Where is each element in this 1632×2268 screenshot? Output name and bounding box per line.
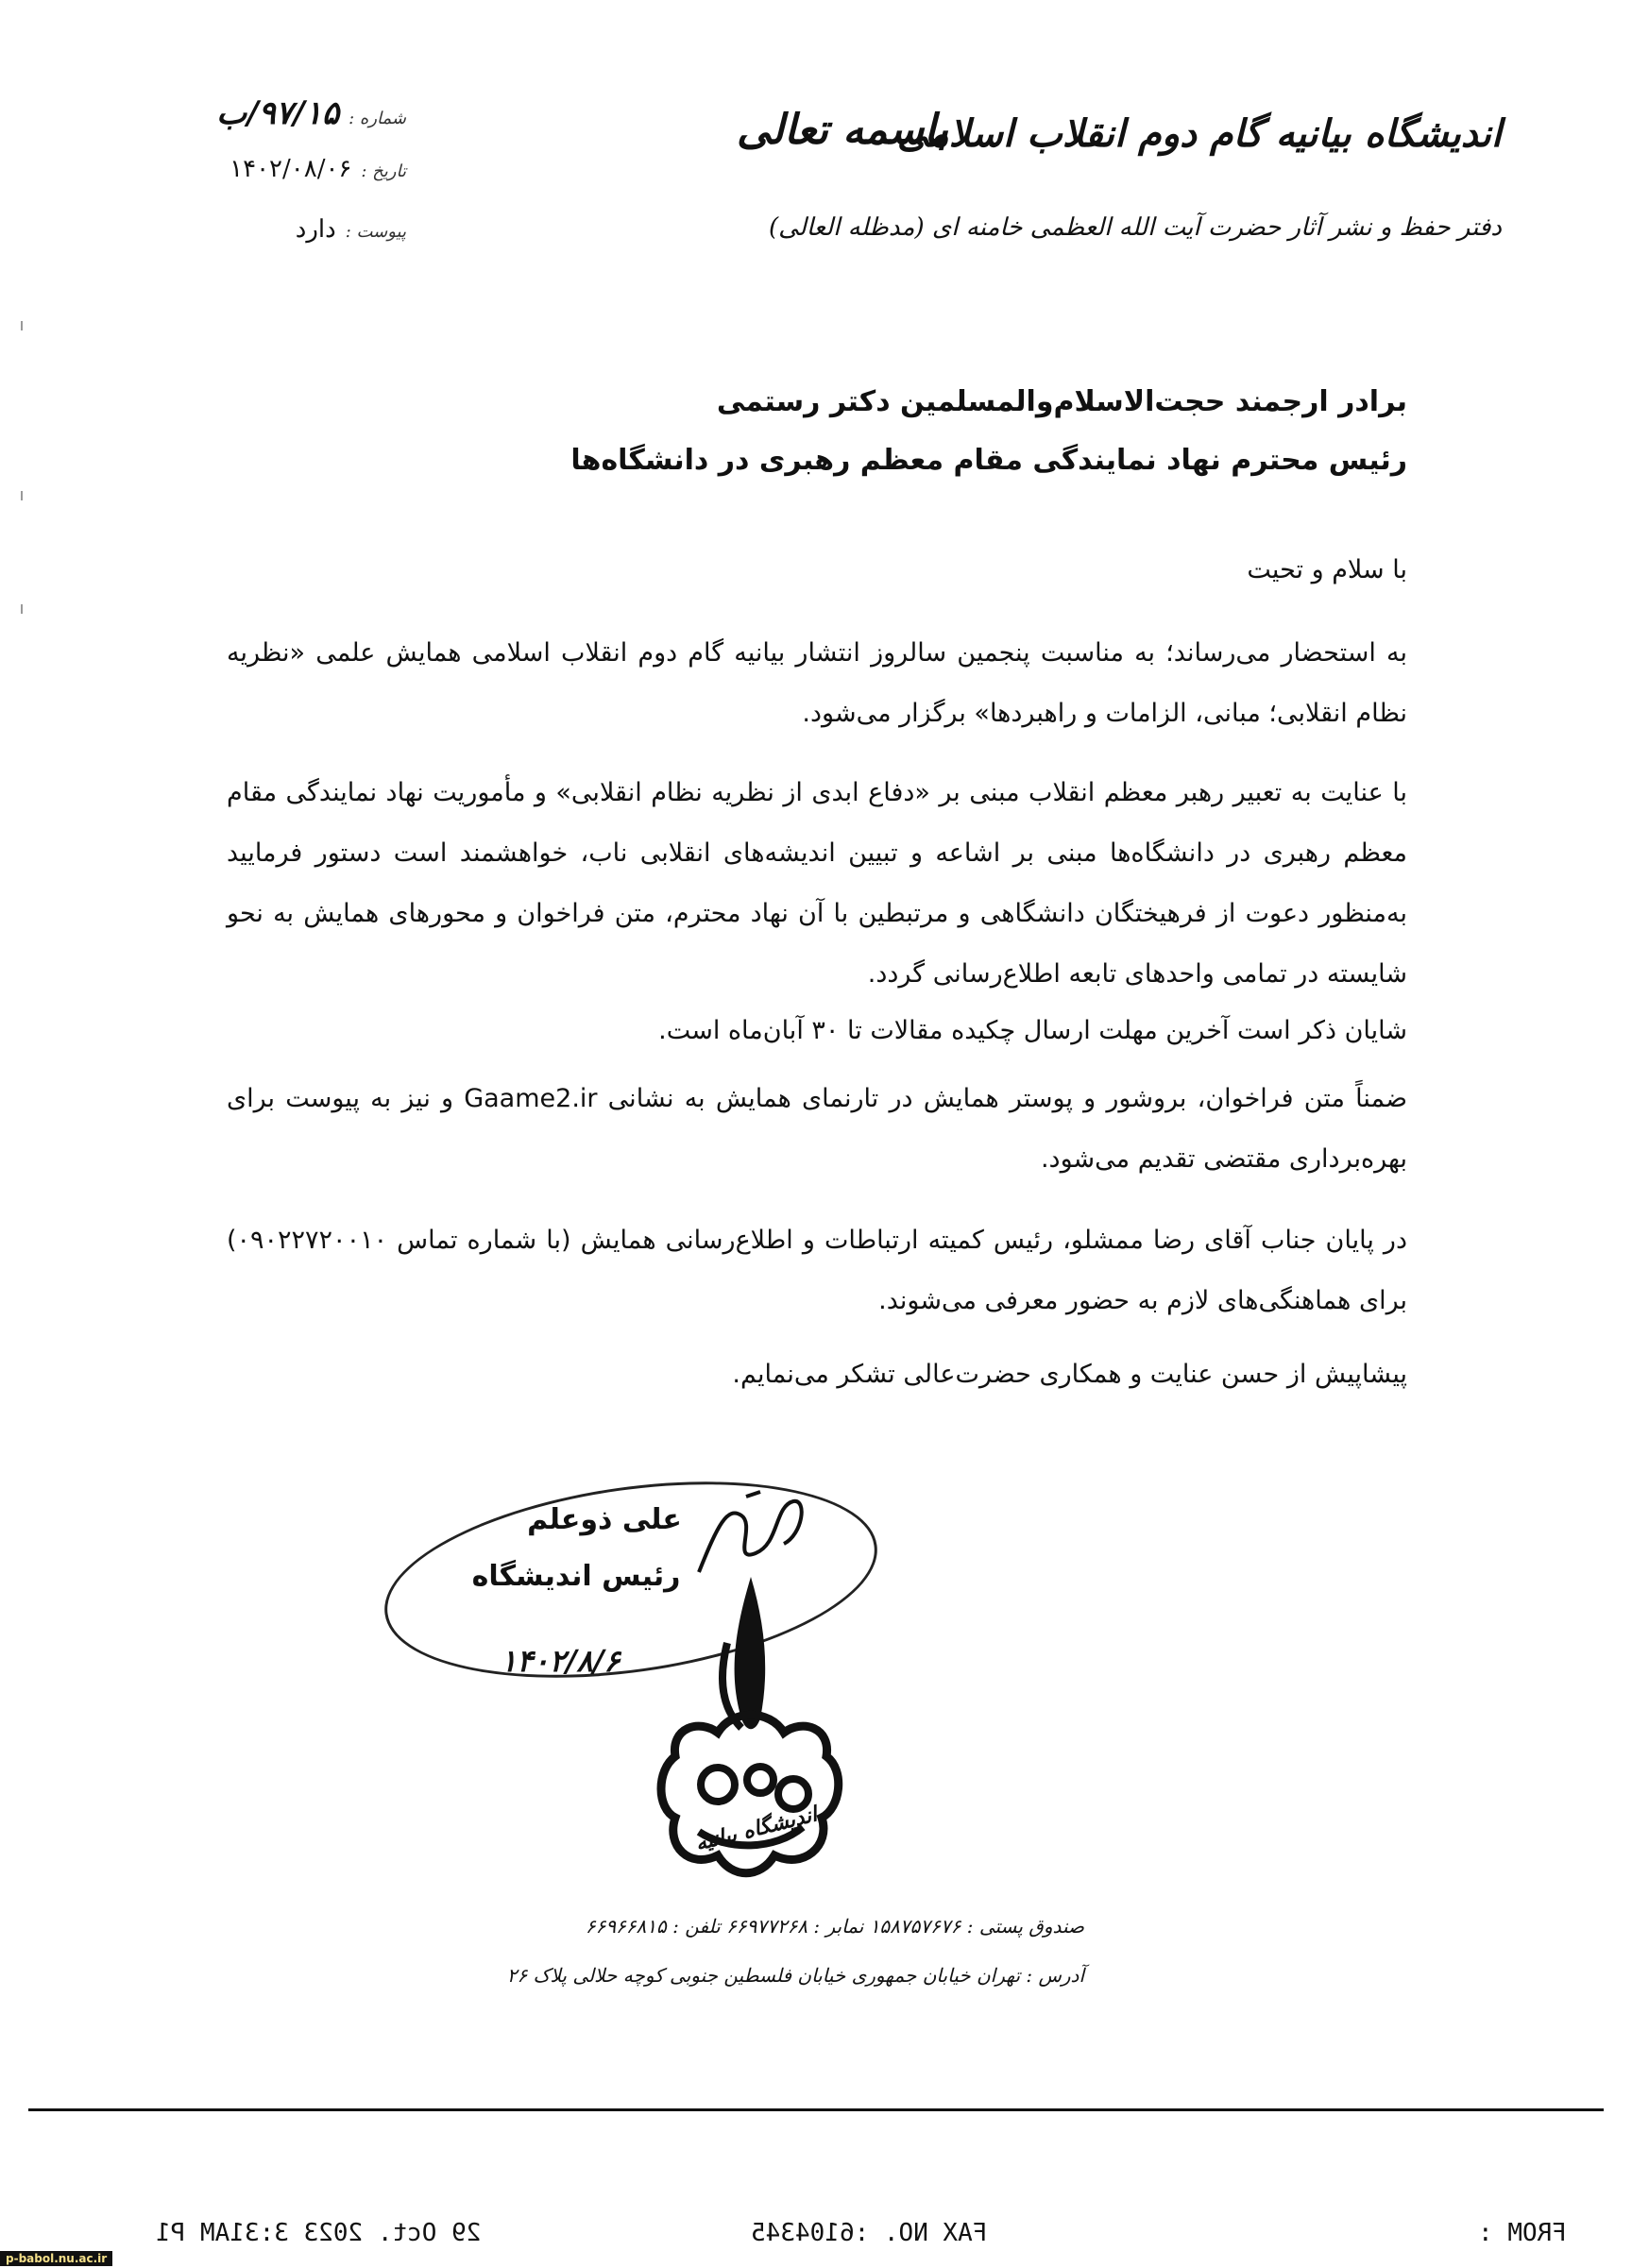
paragraph-4: ضمناً متن فراخوان، بروشور و پوستر همایش در تارنمای همایش به نشانی Gaame2.ir و نیز به پیوست برای بهره‌برداری مقتضی تقدیم می‌شود.: [227, 1084, 1407, 1174]
paragraph-6: پیشاپیش از حسن عنایت و همکاری حضرت‌عالی تشکر می‌نمایم.: [732, 1360, 1407, 1389]
number-value: ۹۷/۱۵/ب: [216, 94, 340, 132]
fax-divider: [28, 2108, 1604, 2111]
letter-meta: [189, 94, 406, 276]
paragraph-3: شایان ذکر است آخرین مهلت ارسال چکیده مقالات تا ۳۰ آبان‌ماه است.: [658, 1016, 1407, 1045]
addressee-line-2: رئیس محترم نهاد نمایندگی مقام معظم رهبری در دانشگاه‌ها: [570, 444, 1407, 477]
date-label: تاریخ :: [361, 161, 406, 181]
paragraph-2: با عنایت به تعبیر رهبر معظم انقلاب مبنی بر «دفاع ابدی از نظریه نظام انقلابی» و مأموریت نهاد نمایندگی مقام معظم رهبری در دانشگاه‌ها مبنی بر اشاعه و تبیین اندیشه‌های انقلابی ناب، خواهشمند است دستور فرمایید به‌منظور دعوت از فرهیختگان دانشگاهی و مرتبطین با آن نهاد محترم، متن فراخوان و محورهای همایش به نحو شایسته در تمامی واحدهای تابعه اطلاع‌رسانی گردد.: [227, 778, 1407, 989]
date-value: ۱۴۰۲/۰۸/۰۶: [230, 155, 352, 183]
signer-title: رئیس اندیشگاه: [471, 1560, 681, 1593]
margin-tick: [21, 491, 23, 500]
letter-number: [189, 94, 406, 155]
addressee-line-1: برادر ارجمند حجت‌الاسلام‌والمسلمین دکتر رستمی: [716, 385, 1407, 418]
fax-from: FROM :: [1478, 2219, 1567, 2247]
paragraph-5: در پایان جناب آقای رضا ممشلو، رئیس کمیته ارتباطات و اطلاع‌رسانی همایش (با شماره تماس ۰۹۰۲۲۷۲۰۰۱۰) برای هماهنگی‌های لازم به حضور معرفی می‌شوند.: [227, 1226, 1407, 1315]
paragraph-1: به استحضار می‌رساند؛ به مناسبت پنجمین سالروز انتشار بیانیه گام دوم انقلاب اسلامی همایش علمی «نظریه نظام انقلابی؛ مبانی، الزامات و راهبردها» برگزار می‌شود.: [227, 638, 1407, 728]
margin-tick: [21, 321, 23, 330]
seal-caption: اندیشگاه بیانیه: [692, 1803, 820, 1856]
fax-number: FAX NO. :6104345: [751, 2219, 988, 2247]
attachment-value: دارد: [295, 215, 336, 244]
number-label: شماره :: [348, 109, 406, 128]
footer-address: آدرس : تهران خیابان جمهوری خیابان فلسطین جنوبی کوچه حلالی پلاک ۲۶: [506, 1964, 1084, 1987]
greeting: با سلام و تحیت: [1247, 555, 1407, 584]
fax-timestamp: 29 Oct. 2023 3:31AM P1: [156, 2219, 482, 2247]
organization-name: اندیشگاه بیانیه گام دوم انقلاب اسلامی: [896, 111, 1502, 156]
margin-tick: [21, 604, 23, 614]
signature-date: ۱۴۰۲/۸/۶: [501, 1643, 620, 1679]
besmellah-heading: باسمه تعالی: [737, 106, 948, 154]
signer-name: علی ذوعلم: [527, 1503, 682, 1536]
attachment-label: پیوست :: [345, 222, 406, 242]
letter-attachment: [189, 215, 406, 276]
letter-date: [189, 155, 406, 215]
footer-contact: صندوق پستی : ۱۵۸۷۵۷۶۷۶ نمابر : ۶۶۹۷۷۲۶۸ تلفن : ۶۶۹۶۶۸۱۵: [585, 1915, 1084, 1938]
organization-subtitle: دفتر حفظ و نشر آثار حضرت آیت الله العظمی خامنه ای (مدظله العالی): [769, 213, 1502, 242]
watermark-link[interactable]: p-babol.nu.ac.ir: [0, 2251, 112, 2266]
